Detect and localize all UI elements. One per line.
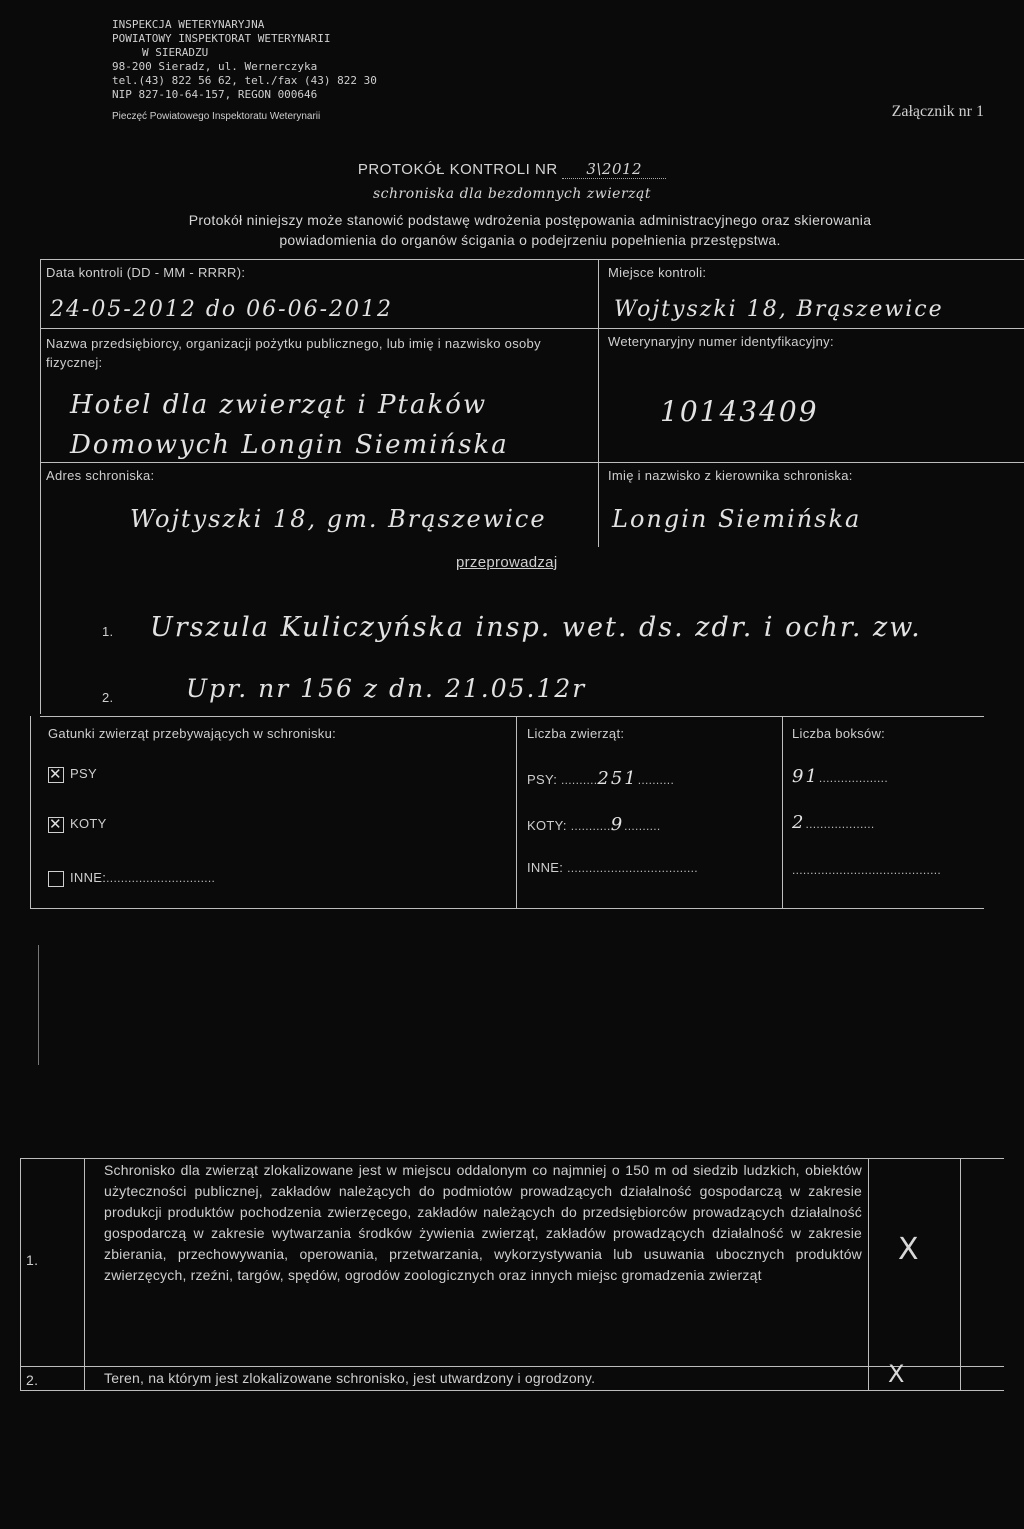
vet-id-value: 10143409 <box>660 395 819 428</box>
vet-id-label: Weterynaryjny numer identyfikacyjny: <box>608 334 834 349</box>
criterion-num: 2. <box>26 1372 39 1388</box>
other-boxes-row <box>792 862 941 877</box>
dots: .................................... <box>567 861 698 875</box>
manager-label: Imię i nazwisko z kierownika schroniska: <box>608 468 853 483</box>
criterion-mark: X <box>888 1360 905 1388</box>
criteria-rule <box>20 1390 1004 1391</box>
cats-boxes-row <box>792 812 875 833</box>
stamp-line: NIP 827-10-64-157, REGON 000646 <box>112 88 318 101</box>
dogs-count-label: PSY: <box>527 772 558 787</box>
species-label: Gatunki zwierząt przebywających w schronisku: <box>48 726 337 741</box>
protocol-title <box>0 160 1024 178</box>
cats-count: 9 <box>610 814 625 835</box>
criteria-rule <box>960 1158 961 1390</box>
species-row-other <box>48 870 215 887</box>
criterion-text: Teren, na którym jest zlokalizowane schronisko, jest utwardzony i ogrodzony. <box>104 1370 596 1386</box>
cats-checkbox[interactable] <box>48 817 64 833</box>
criterion-num: 1. <box>26 1252 39 1268</box>
criteria-rule <box>20 1366 1004 1367</box>
address-value: Wojtyszki 18, gm. Brąszewice <box>130 505 547 533</box>
form-rule <box>598 259 599 547</box>
other-label: INNE: <box>70 870 107 885</box>
criterion-text: Schronisko dla zwierząt zlokalizowane jest w miejscu oddalonym co najmniej o 150 m od siedzib ludzkich, obiektów użyteczności publicznej, zakładów należących do podmiotów prowadzących działalność gospodarczą w zakresie produkcji produktów pochodzenia zwierzęcego, zakładów należących do przedsiębiorców prowadzących działalność gospodarczą w zakresie wytwarzania środków żywienia zwierząt, zakładów prowadzących działalność w zakresie zbierania, przechowywania, operowania, przetwarzania, wykorzystywania lub usuwania ubocznych produktów zwierzęcych, rzeźni, targów, spędów, ogrodów zoologicznych oraz innych miejsc gromadzenia zwierząt <box>104 1162 862 1283</box>
other-count-label: INNE: <box>527 860 564 875</box>
form-rule <box>40 259 1024 260</box>
dots: .......... <box>624 819 661 833</box>
cats-boxes: 2 <box>792 812 806 833</box>
stamp-line: INSPEKCJA WETERYNARYJNA <box>112 18 265 31</box>
conductor-num-2: 2. <box>102 690 114 705</box>
stamp-line: tel.(43) 822 56 62, tel./fax (43) 822 30 <box>112 74 377 87</box>
dots: .......... <box>561 773 598 787</box>
place-value: Wojtyszki 18, Brąszewice <box>614 297 944 322</box>
protocol-number: 3\2012 <box>562 160 666 179</box>
dots: .......... <box>637 773 675 787</box>
animals-rule <box>40 716 984 717</box>
form-rule <box>40 462 1024 463</box>
date-label: Data kontroli (DD - MM - RRRR): <box>46 265 246 280</box>
cats-count-label: KOTY: <box>527 818 567 833</box>
criteria-rule <box>84 1158 85 1390</box>
cats-label: KOTY <box>70 816 107 831</box>
species-row-dogs <box>48 766 97 783</box>
protocol-title-text: PROTOKÓŁ KONTROLI NR <box>357 161 558 178</box>
other-count-row <box>527 860 698 875</box>
manager-value: Longin Siemińska <box>612 505 862 533</box>
dots: ......................................... <box>792 863 941 877</box>
species-row-cats <box>48 816 107 833</box>
inspectorate-stamp <box>112 18 412 124</box>
dogs-boxes: 91 <box>792 766 819 787</box>
place-label: Miejsce kontroli: <box>608 265 707 280</box>
criteria-rule <box>868 1158 869 1390</box>
scan-edge <box>38 945 39 1065</box>
animals-rule <box>516 716 517 908</box>
dogs-count: 251 <box>597 768 638 789</box>
stamp-line: W SIERADZU <box>142 46 209 59</box>
protocol-intro: Protokół niniejszy może stanowić podstawę wdrożenia postępowania administracyjnego oraz skierowania powiadomienia do organów ścigania o podejrzeniu popełnienia przestępstwa. <box>188 212 872 248</box>
conductor-2: Upr. nr 156 z dn. 21.05.12r <box>186 674 587 703</box>
name-value-line-1: Hotel dla zwierząt i Ptaków <box>70 390 488 420</box>
dogs-label: PSY <box>70 766 97 781</box>
stamp-caption: Pieczęć Powiatowego Inspektoratu Weterynarii <box>112 111 321 122</box>
address-label: Adres schroniska: <box>46 468 155 483</box>
conductor-1: Urszula Kuliczyńska insp. wet. ds. zdr. i ochr. zw. <box>150 612 922 643</box>
animals-rule <box>30 908 984 909</box>
conductors-label: przeprowadzaj <box>456 554 558 571</box>
criteria-rule <box>20 1158 1004 1159</box>
dots: .............................. <box>106 871 216 885</box>
dots: ................... <box>805 817 875 831</box>
dogs-count-row <box>527 768 674 789</box>
attachment-label: Załącznik nr 1 <box>891 103 984 120</box>
date-value: 24-05-2012 do 06-06-2012 <box>50 297 394 322</box>
name-label: Nazwa przedsiębiorcy, organizacji pożytku publicznego, lub imię i nazwisko osoby fizycznej: <box>46 336 541 370</box>
cats-count-row <box>527 814 661 835</box>
dots: ................... <box>818 771 888 785</box>
box-label: Liczba boksów: <box>792 726 886 741</box>
conductor-num-1: 1. <box>102 624 114 639</box>
dogs-checkbox[interactable] <box>48 767 64 783</box>
protocol-subtitle: schroniska dla bezdomnych zwierząt <box>372 186 652 202</box>
stamp-line: POWIATOWY INSPEKTORAT WETERYNARII <box>112 32 331 45</box>
dogs-boxes-row <box>792 766 888 787</box>
stamp-line: 98-200 Sieradz, ul. Wernerczyka <box>112 60 318 73</box>
animals-rule <box>782 716 783 908</box>
criterion-mark: X <box>898 1232 919 1267</box>
count-label: Liczba zwierząt: <box>527 726 625 741</box>
criteria-rule <box>20 1158 21 1390</box>
form-rule <box>40 328 1024 329</box>
other-checkbox[interactable] <box>48 871 64 887</box>
dots: ........... <box>570 819 611 833</box>
animals-rule <box>30 716 31 908</box>
name-value-line-2: Domowych Longin Siemińska <box>70 430 509 460</box>
